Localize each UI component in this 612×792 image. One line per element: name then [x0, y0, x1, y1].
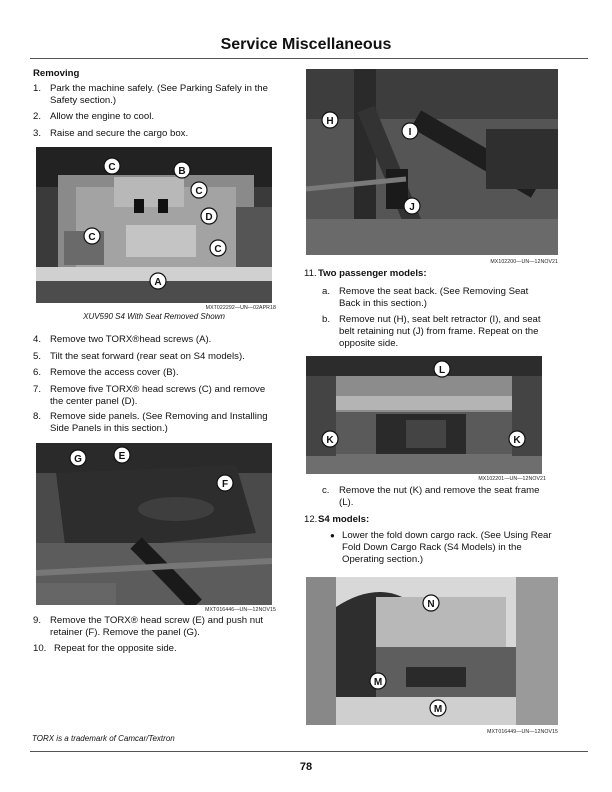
callout-h [322, 112, 338, 128]
step-number: 5. [33, 351, 42, 362]
callout-i [402, 123, 418, 139]
step-number: 7. [33, 384, 42, 395]
step-text: Repeat for the opposite side. [54, 643, 177, 654]
step-text: Tilt the seat forward (rear seat on S4 models). [50, 351, 245, 362]
figure-code: MXT016449—UN—12NOV15 [487, 729, 558, 735]
svg-text:N: N [427, 599, 435, 610]
callout-k-2 [509, 431, 525, 447]
side-panel-photo [36, 443, 272, 605]
step-text: Fold Down Cargo Rack (S4 Models) in the [342, 542, 522, 553]
trademark-footnote: TORX is a trademark of Camcar/Textron [32, 734, 175, 743]
callout-b [174, 162, 190, 178]
figure-code: MX102200—UN—12NOV21 [490, 259, 558, 265]
svg-text:B: B [178, 166, 186, 177]
step-text: Remove the access cover (B). [50, 367, 179, 378]
step-text: opposite side. [339, 338, 399, 349]
svg-text:D: D [205, 212, 213, 223]
step-text: retainer (F). Remove the panel (G). [50, 627, 200, 638]
svg-text:K: K [513, 435, 521, 446]
step-text: Safety section.) [50, 95, 117, 106]
seat-belt-photo [306, 69, 558, 255]
step-number: 3. [33, 128, 42, 139]
step-text: Operating section.) [342, 554, 424, 565]
step-text: Remove nut (H), seat belt retractor (I), and seat [339, 314, 541, 325]
callout-d [201, 208, 217, 224]
figure-code: MXT016446—UN—12NOV15 [205, 607, 276, 613]
callout-c-3 [84, 228, 100, 244]
step-number: 11. [304, 268, 317, 279]
header-rule [30, 58, 588, 59]
step-number: 4. [33, 334, 42, 345]
step-text: Lower the fold down cargo rack. (See Using Rear [342, 530, 552, 541]
step-text: Allow the engine to cool. [50, 111, 154, 122]
cargo-rack-photo [306, 577, 558, 725]
callout-l [434, 361, 450, 377]
svg-text:E: E [118, 451, 126, 462]
step-text: Raise and secure the cargo box. [50, 128, 189, 139]
svg-text:C: C [108, 162, 116, 173]
step-text: (L). [339, 497, 354, 508]
svg-text:C: C [88, 232, 96, 243]
svg-text:G: G [74, 454, 82, 465]
callout-c-4 [210, 240, 226, 256]
svg-text:I: I [408, 127, 412, 138]
step-number: 6. [33, 367, 42, 378]
step-text: Remove side panels. (See Removing and Installing [50, 411, 268, 422]
step-number: 8. [33, 411, 42, 422]
step-number: 2. [33, 111, 42, 122]
figure-code: MX102201—UN—12NOV21 [478, 476, 546, 482]
step-number: 1. [33, 83, 42, 94]
step-text: Remove two TORX®head screws (A). [50, 334, 212, 345]
seat-frame-photo [306, 356, 542, 474]
svg-text:C: C [214, 244, 222, 255]
callout-m-1 [370, 673, 386, 689]
seat-removed-photo [36, 147, 272, 303]
step-text: S4 models: [318, 514, 370, 525]
callout-n [423, 595, 439, 611]
svg-text:F: F [221, 479, 229, 490]
step-text: Remove the nut (K) and remove the seat frame [339, 485, 540, 496]
callout-g [70, 450, 86, 466]
step-text: Two passenger models: [318, 268, 427, 279]
step-text: the center panel (D). [50, 396, 138, 407]
svg-text:M: M [373, 677, 383, 688]
step-text: Remove the seat back. (See Removing Seat [339, 286, 529, 297]
figure-code: MXT022292—UN—02APR18 [205, 305, 276, 311]
step-letter: c. [322, 485, 330, 496]
svg-text:C: C [195, 186, 203, 197]
figure-caption: XUV590 S4 With Seat Removed Shown [83, 312, 225, 321]
step-text: belt retaining nut (J) from frame. Repeat on the [339, 326, 539, 337]
step-number: 10. [33, 643, 47, 654]
footer-rule [30, 751, 588, 752]
step-text: Remove five TORX® head screws (C) and remove [50, 384, 266, 395]
svg-text:K: K [326, 435, 334, 446]
step-letter: a. [322, 286, 331, 297]
svg-text:J: J [409, 202, 415, 213]
step-text: Park the machine safely. (See Parking Safely in the [50, 83, 268, 94]
callout-a [150, 273, 166, 289]
svg-text:A: A [154, 277, 162, 288]
callout-m-2 [430, 700, 446, 716]
callout-c-2 [191, 182, 207, 198]
svg-text:H: H [326, 116, 334, 127]
callout-c-1 [104, 158, 120, 174]
section-heading: Removing [33, 68, 80, 79]
step-letter: b. [322, 314, 331, 325]
page-number: 78 [299, 761, 313, 773]
svg-text:M: M [433, 704, 443, 715]
step-number: 12. [304, 514, 318, 525]
callout-e [114, 447, 130, 463]
step-text: Side Panels in this section.) [50, 423, 168, 434]
page-title: Service Miscellaneous [220, 36, 392, 53]
step-text: Remove the TORX® head screw (E) and push nut [50, 615, 264, 626]
step-text: Back in this section.) [339, 298, 427, 309]
bullet-icon: ● [330, 531, 335, 540]
callout-j [404, 198, 420, 214]
step-number: 9. [33, 615, 42, 626]
callout-f [217, 475, 233, 491]
callout-k-1 [322, 431, 338, 447]
svg-text:L: L [438, 365, 446, 376]
